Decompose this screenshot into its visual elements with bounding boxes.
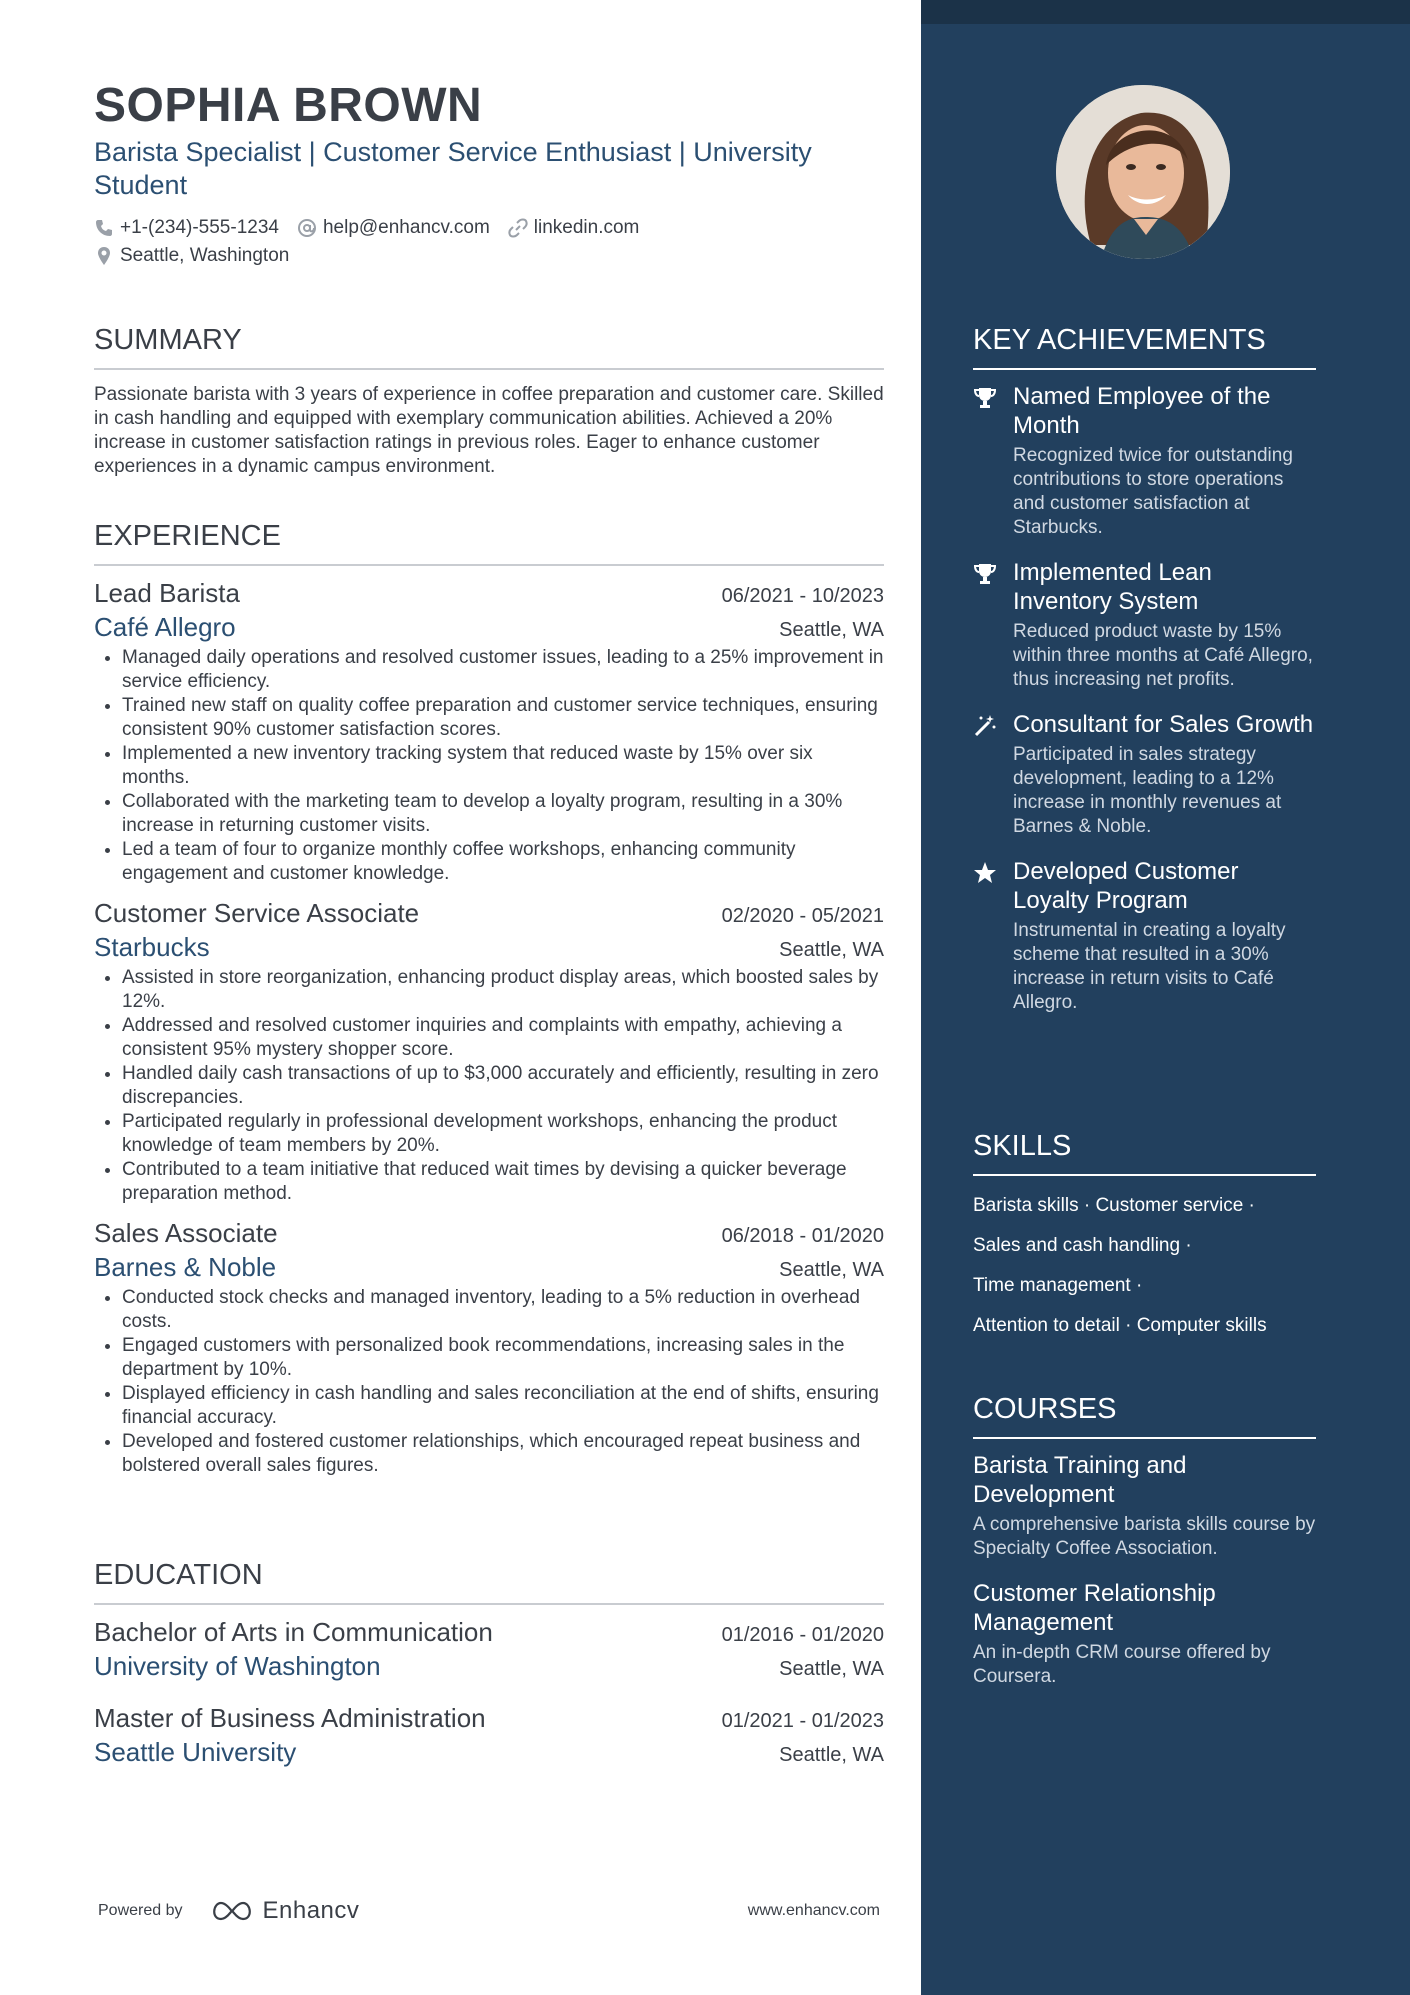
avatar bbox=[1056, 85, 1230, 259]
education-entry bbox=[94, 1701, 884, 1769]
achievement-title: Consultant for Sales Growth bbox=[1013, 711, 1314, 738]
email-address: help@enhancv.com bbox=[322, 217, 490, 238]
job-dates: 02/2020 - 05/2021 bbox=[721, 905, 884, 927]
bullet: • Addressed and resolved customer inquiries and complaints with empathy, achieving a consistent 95% mystery shopper score. bbox=[122, 1014, 884, 1062]
course-title: Customer Relationship Management bbox=[973, 1580, 1216, 1636]
job-bullets bbox=[94, 646, 884, 886]
contact-info bbox=[94, 214, 884, 270]
school: Seattle University bbox=[94, 1737, 297, 1767]
achievement-desc: Instrumental in creating a loyalty scheme that resulted in a 30% increase in return visits to Café Allegro. bbox=[1013, 920, 1286, 1013]
bullet: • Engaged customers with personalized book recommendations, increasing sales in the department by 10%. bbox=[122, 1334, 884, 1382]
candidate-name: SOPHIA BROWN bbox=[94, 79, 483, 132]
education-section bbox=[94, 1557, 884, 1769]
bullet: • Contributed to a team initiative that reduced wait times by devising a quicker beverage preparation method. bbox=[122, 1158, 884, 1206]
location-contact bbox=[94, 245, 289, 267]
achievement-title: Named Employee of the Month bbox=[1013, 383, 1271, 439]
achievement-item bbox=[973, 710, 1316, 839]
education-title: EDUCATION bbox=[94, 1557, 884, 1605]
footer bbox=[98, 1896, 880, 1926]
enhancv-brand-text: Enhancv bbox=[262, 1897, 360, 1924]
location-text: Seattle, Washington bbox=[120, 245, 290, 266]
school: University of Washington bbox=[94, 1651, 381, 1681]
avatar-portrait bbox=[1056, 85, 1230, 259]
experience-entry bbox=[94, 1216, 884, 1478]
linkedin-contact[interactable] bbox=[508, 217, 640, 239]
phone-number: +1-(234)-555-1234 bbox=[120, 217, 279, 238]
degree: Master of Business Administration bbox=[94, 1703, 486, 1733]
achievements-title: KEY ACHIEVEMENTS bbox=[973, 322, 1316, 370]
skills-list bbox=[973, 1186, 1316, 1346]
bullet: • Displayed efficiency in cash handling and sales reconciliation at the end of shifts, ensuring financial accuracy. bbox=[122, 1382, 884, 1430]
at-sign-icon bbox=[297, 218, 317, 238]
course-desc: A comprehensive barista skills course by Specialty Coffee Association. bbox=[973, 1514, 1316, 1559]
experience-entry bbox=[94, 896, 884, 1206]
courses-section bbox=[973, 1391, 1316, 1689]
email-contact[interactable] bbox=[297, 217, 490, 239]
candidate-headline: Barista Specialist | Customer Service Enthusiast | University Student bbox=[94, 137, 812, 200]
phone-icon bbox=[94, 218, 114, 238]
achievement-desc: Participated in sales strategy development, leading to a 12% increase in monthly revenues at Barnes & Noble. bbox=[1013, 744, 1282, 837]
bullet: • Developed and fostered customer relationships, which encouraged repeat business and bolstered overall sales figures. bbox=[122, 1430, 884, 1478]
skill-line: Time management · bbox=[973, 1275, 1143, 1296]
sidebar-top-bar bbox=[921, 0, 1410, 24]
job-bullets bbox=[94, 1286, 884, 1478]
summary-section bbox=[94, 322, 884, 479]
phone-contact[interactable] bbox=[94, 217, 279, 239]
achievement-desc: Recognized twice for outstanding contributions to store operations and customer satisfaction at Starbucks. bbox=[1013, 445, 1293, 538]
job-company: Barnes & Noble bbox=[94, 1252, 277, 1282]
skills-section bbox=[973, 1128, 1316, 1346]
job-role: Sales Associate bbox=[94, 1218, 278, 1248]
bullet: • Collaborated with the marketing team to develop a loyalty program, resulting in a 30% increase in returning customer visits. bbox=[122, 790, 884, 838]
course-item bbox=[973, 1579, 1316, 1689]
bullet: • Conducted stock checks and managed inventory, leading to a 5% reduction in overhead costs. bbox=[122, 1286, 884, 1334]
enhancv-logo[interactable] bbox=[209, 1897, 360, 1925]
school-location: Seattle, WA bbox=[779, 1658, 884, 1680]
job-location: Seattle, WA bbox=[779, 1259, 884, 1281]
job-location: Seattle, WA bbox=[779, 939, 884, 961]
location-pin-icon bbox=[94, 246, 114, 266]
experience-section bbox=[94, 518, 884, 1478]
trophy-icon bbox=[973, 386, 997, 410]
bullet: • Managed daily operations and resolved customer issues, leading to a 25% improvement in service efficiency. bbox=[122, 646, 884, 694]
job-role: Customer Service Associate bbox=[94, 898, 420, 928]
enhancv-logo-icon bbox=[209, 1899, 255, 1923]
magic-wand-icon bbox=[973, 714, 997, 738]
job-company: Café Allegro bbox=[94, 612, 236, 642]
course-item bbox=[973, 1451, 1316, 1561]
bullet: • Assisted in store reorganization, enhancing product display areas, which boosted sales by 12%. bbox=[122, 966, 884, 1014]
skill-line: Sales and cash handling · bbox=[973, 1235, 1192, 1256]
job-location: Seattle, WA bbox=[779, 619, 884, 641]
school-location: Seattle, WA bbox=[779, 1744, 884, 1766]
skill-line: Barista skills · Customer service · bbox=[973, 1195, 1255, 1216]
bullet: • Participated regularly in professional development workshops, enhancing the product knowledge of team members by 20%. bbox=[122, 1110, 884, 1158]
powered-by-label: Powered by bbox=[98, 1902, 183, 1919]
achievements-section bbox=[973, 322, 1316, 1015]
job-dates: 06/2018 - 01/2020 bbox=[721, 1225, 884, 1247]
achievement-item bbox=[973, 558, 1316, 692]
resume-header bbox=[94, 78, 884, 270]
bullet: • Implemented a new inventory tracking system that reduced waste by 15% over six months. bbox=[122, 742, 884, 790]
trophy-icon bbox=[973, 562, 997, 586]
education-dates: 01/2016 - 01/2020 bbox=[721, 1624, 884, 1646]
powered-by bbox=[98, 1897, 359, 1925]
summary-title: SUMMARY bbox=[94, 322, 884, 370]
bullet: • Led a team of four to organize monthly coffee workshops, enhancing community engagement and customer knowledge. bbox=[122, 838, 884, 886]
job-company: Starbucks bbox=[94, 932, 210, 962]
footer-url[interactable]: www.enhancv.com bbox=[747, 1902, 880, 1919]
bullet: • Handled daily cash transactions of up to $3,000 accurately and efficiently, resulting in zero discrepancies. bbox=[122, 1062, 884, 1110]
courses-title: COURSES bbox=[973, 1391, 1316, 1439]
bullet: • Trained new staff on quality coffee preparation and customer service techniques, ensuring consistent 90% customer satisfaction scores. bbox=[122, 694, 884, 742]
job-dates: 06/2021 - 10/2023 bbox=[721, 585, 884, 607]
experience-entry bbox=[94, 576, 884, 886]
experience-title: EXPERIENCE bbox=[94, 518, 884, 566]
education-dates: 01/2021 - 01/2023 bbox=[721, 1710, 884, 1732]
achievement-item bbox=[973, 382, 1316, 540]
link-icon bbox=[508, 218, 528, 238]
achievement-title: Developed Customer Loyalty Program bbox=[1013, 858, 1239, 914]
skill-line: Attention to detail · Computer skills bbox=[973, 1315, 1267, 1336]
achievement-item bbox=[973, 857, 1316, 1015]
achievement-desc: Reduced product waste by 15% within three months at Café Allegro, thus increasing net profits. bbox=[1013, 621, 1313, 690]
job-bullets bbox=[94, 966, 884, 1206]
achievement-title: Implemented Lean Inventory System bbox=[1013, 559, 1212, 615]
job-role: Lead Barista bbox=[94, 578, 240, 608]
degree: Bachelor of Arts in Communication bbox=[94, 1617, 493, 1647]
linkedin-url: linkedin.com bbox=[533, 217, 640, 238]
skills-title: SKILLS bbox=[973, 1128, 1316, 1176]
course-desc: An in-depth CRM course offered by Coursera. bbox=[973, 1642, 1271, 1687]
summary-text: Passionate barista with 3 years of experience in coffee preparation and customer care. Skilled in cash handling and equipped with exemplary communication abilities. Achieved a 20% increase in customer satisfaction ratings in previous roles. Eager to enhance customer experiences in a dynamic campus environment. bbox=[94, 384, 884, 477]
course-title: Barista Training and Development bbox=[973, 1452, 1187, 1508]
star-icon bbox=[973, 861, 997, 885]
education-entry bbox=[94, 1615, 884, 1683]
